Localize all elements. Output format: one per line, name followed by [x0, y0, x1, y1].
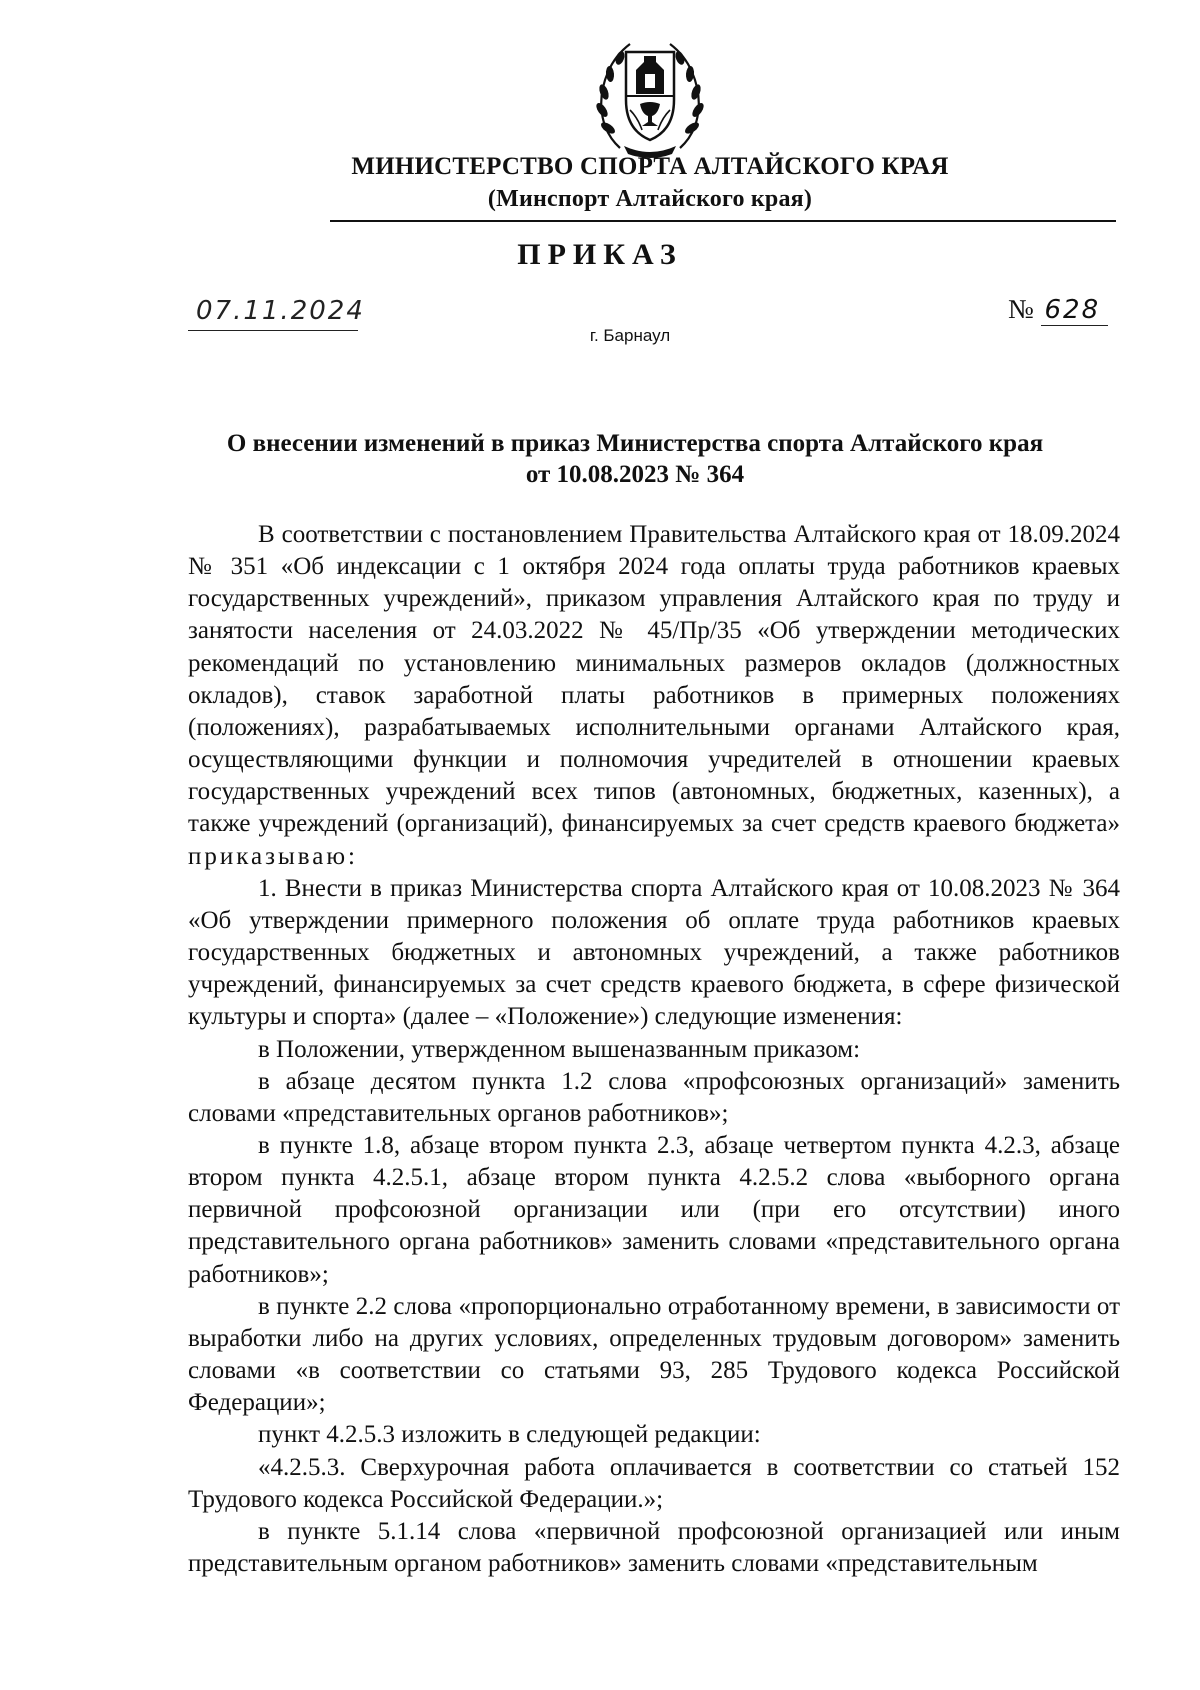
order-number-value: 628: [1041, 295, 1109, 326]
order-city: г. Барнаул: [589, 326, 671, 345]
ministry-name: МИНИСТЕРСТВО СПОРТА АЛТАЙСКОГО КРАЯ: [351, 153, 949, 180]
body-paragraph-6: пункт 4.2.5.3 изложить в следующей редакции:: [258, 1421, 761, 1449]
body-paragraph-5: в пункте 2.2 слова «пропорционально отработанному времени, в зависимости от выработки либо на других условиях, определенных трудовым договором» заменить словами «в соответствии со статьями 93, 285 Трудового кодекса Российской Федерации»;: [188, 1292, 1120, 1417]
body-paragraph-4: в пункте 1.8, абзаце втором пункта 2.3, абзаце четвертом пункта 4.2.3, абзаце втором пункта 4.2.5.1, абзаце втором пункта 4.2.5.2 слова «выборного органа первичной профсоюзной организации или (при его отсутствии) иного представительного органа работников» заменить словами «представительного органа работников»;: [188, 1131, 1120, 1288]
body-paragraph-7: «4.2.5.3. Сверхурочная работа оплачивается в соответствии со статьей 152 Трудового кодекса Российской Федерации.»;: [188, 1453, 1120, 1513]
preamble-text: В соответствии с постановлением Правительства Алтайского края от 18.09.2024 № 351 «Об индексации с 1 октября 2024 года оплаты труда работников краевых государственных учреждений», приказом управления Алтайского края по труду и занятости населения от 24.03.2022 № 45/Пр/35 «Об утверждении методических рекомендаций по установлению минимальных размеров окладов (должностных окладов), ставок заработной платы работников в примерных положениях (положениях), разрабатываемых исполнительными органами Алтайского края, осуществляющими функции и полномочия учредителей в отношении краевых государственных учреждений всех типов (автономных, бюджетных, казенных), а также учреждений (организаций), финансируемых за счет средств краевого бюджета»: [188, 521, 1120, 838]
altai-krai-coat-of-arms-icon: [590, 30, 710, 160]
body-paragraph-8: в пункте 5.1.14 слова «первичной профсоюзной организацией или иным представительным органом работников» заменить словами «представительным: [188, 1517, 1120, 1577]
body-paragraph-1: 1. Внести в приказ Министерства спорта Алтайского края от 10.08.2023 № 364 «Об утверждении примерного положения об оплате труда работников краевых государственных бюджетных и автономных учреждений, а также работников учреждений, финансируемых за счет средств краевого бюджета, в сфере физической культуры и спорта» (далее – «Положение») следующие изменения:: [188, 874, 1120, 1031]
order-title: ПРИКАЗ: [517, 238, 683, 271]
body-paragraph-2: в Положении, утвержденном вышеназванным приказом:: [258, 1035, 861, 1063]
header-divider: [330, 220, 1116, 222]
order-number-prefix: №: [1008, 294, 1034, 324]
order-body: [188, 519, 1120, 1580]
body-paragraph-preamble: [188, 519, 1120, 873]
order-number: [1008, 294, 1108, 325]
order-directive: приказываю:: [188, 842, 358, 870]
order-subject-line1: О внесении изменений в приказ Министерства спорта Алтайского края: [226, 430, 1044, 457]
body-paragraph-3: в абзаце десятом пункта 1.2 слова «профсоюзных организаций» заменить словами «представительных органов работников»;: [188, 1067, 1120, 1127]
ministry-short-name: (Минспорт Алтайского края): [487, 186, 813, 212]
order-subject-line2: от 10.08.2023 № 364: [525, 461, 745, 488]
order-date: 07.11.2024: [196, 296, 365, 326]
